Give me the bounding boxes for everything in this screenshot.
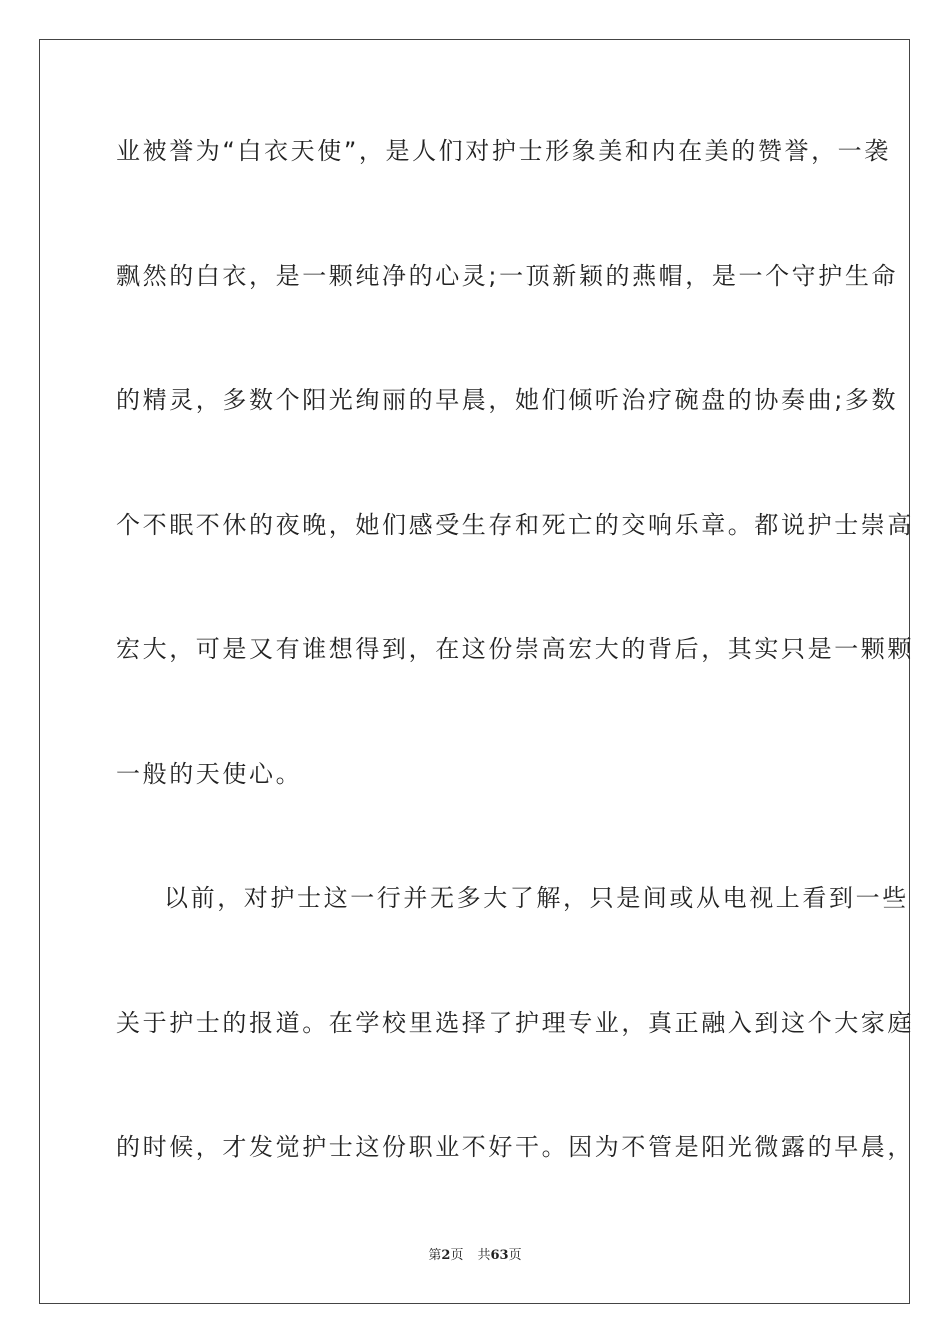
paragraph-start-line-7: 以前，对护士这一行并无多大了解，只是间或从电视上看到一些 — [164, 884, 909, 912]
total-pages: 63 — [490, 1248, 509, 1263]
page-footer — [0, 1247, 950, 1265]
body-text-line-5: 宏大，可是又有谁想得到，在这份崇高宏大的背后，其实只是一颗颗 — [116, 635, 914, 663]
page-label-suffix: 页 — [450, 1248, 464, 1263]
body-text-line-9: 的时候，才发觉护士这份职业不好干。因为不管是阳光微露的早晨， — [116, 1133, 914, 1161]
body-text-line-3: 的精灵，多数个阳光绚丽的早晨，她们倾听治疗碗盘的协奏曲;多数 — [116, 386, 899, 414]
page-border — [39, 39, 914, 1304]
body-text-line-1: 业被誉为“白衣天使”，是人们对护士形象美和内在美的赞誉，一袭 — [116, 137, 891, 165]
body-text-line-6: 一般的天使心。 — [116, 760, 303, 788]
page-label-prefix: 第 — [428, 1248, 442, 1263]
body-text-line-8: 关于护士的报道。在学校里选择了护理专业，真正融入到这个大家庭 — [116, 1009, 914, 1037]
body-text-line-2: 飘然的白衣，是一颗纯净的心灵;一顶新颖的燕帽，是一个守护生命 — [116, 262, 899, 290]
total-label-suffix: 页 — [508, 1248, 522, 1263]
page-number: 2 — [441, 1248, 451, 1263]
body-text-line-4: 个不眠不休的夜晚，她们感受生存和死亡的交响乐章。都说护士崇高 — [116, 511, 914, 539]
total-label-prefix: 共 — [477, 1248, 491, 1263]
